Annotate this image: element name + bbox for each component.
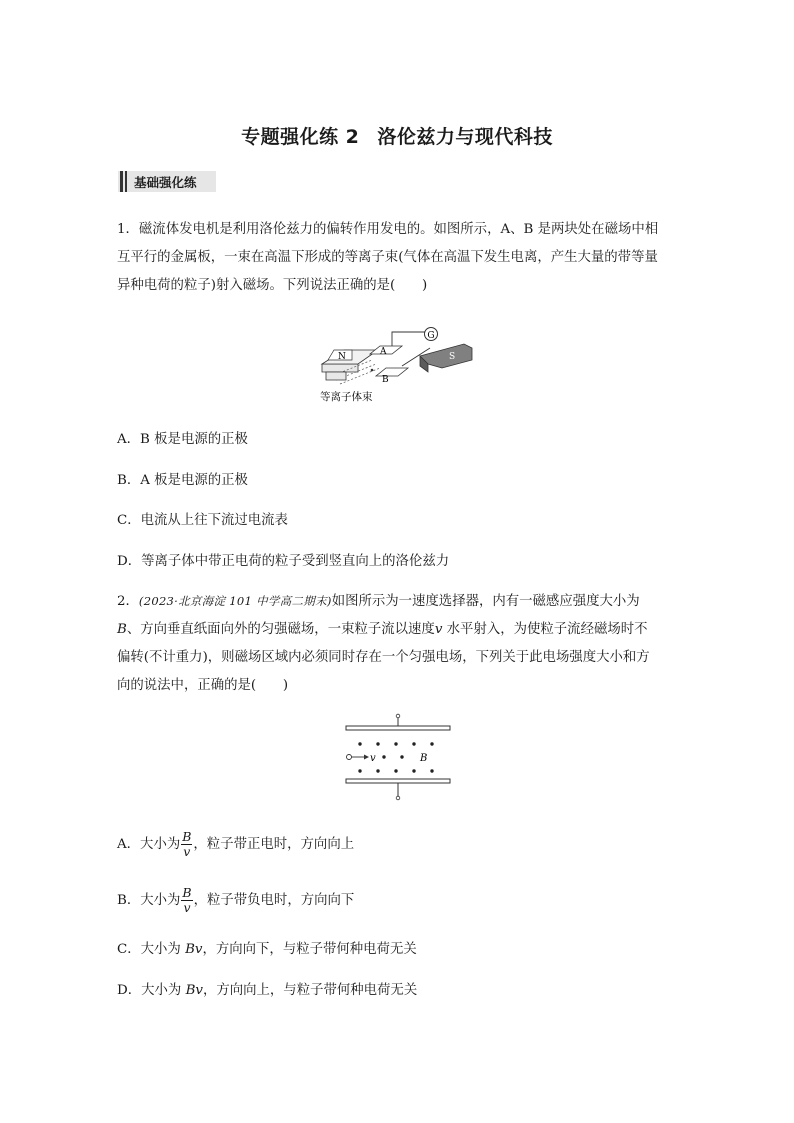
- question-source: (2023·北京海淀 101 中学高二期末): [138, 594, 332, 608]
- mhd-generator-figure: [318, 320, 478, 405]
- q1-line-2: 互平行的金属板，一束在高温下形成的等离子束(气体在高温下发生电离，产生大量的带等量: [117, 250, 658, 265]
- q2-line-1: 2．(2023·北京海淀 101 中学高二期末)如图所示为一速度选择器，内有一磁感应强度大小为: [117, 594, 640, 609]
- svg-text:B: B: [420, 753, 428, 764]
- svg-text:G: G: [427, 331, 435, 341]
- q1-option-b[interactable]: B．A 板是电源的正极: [117, 473, 248, 488]
- velocity-selector-figure: [340, 712, 456, 802]
- q1-option-d[interactable]: D．等离子体中带正电荷的粒子受到竖直向上的洛伦兹力: [117, 554, 450, 569]
- svg-text:v: v: [370, 753, 376, 764]
- q2-option-c[interactable]: C．大小为 Bv，方向向下，与粒子带何种电荷无关: [117, 942, 417, 957]
- fraction-b-over-v: $\frac{B}{v}$: [182, 885, 192, 915]
- q1-line-3: 异种电荷的粒子)射入磁场。下列说法正确的是( ): [117, 278, 428, 293]
- title-part2: 洛伦兹力与现代科技: [377, 126, 553, 148]
- fraction-b-over-v: $\frac{B}{v}$: [182, 829, 192, 859]
- question-1-stem: [117, 216, 687, 300]
- section-label: 基础强化练: [134, 174, 197, 190]
- page-title: [0, 122, 794, 149]
- q2-option-b[interactable]: B．大小为 $\frac{B}{v}$ ，粒子带负电时，方向向下: [117, 885, 355, 915]
- svg-text:S: S: [449, 352, 456, 362]
- q2-line-2: B、方向垂直纸面向外的匀强磁场，一束粒子流以速度v 水平射入，为使粒子流经磁场时不: [117, 622, 648, 637]
- q1-line-1: 1．磁流体发电机是利用洛伦兹力的偏转作用发电的。如图所示，A、B 是两块处在磁场中相: [117, 222, 659, 237]
- title-part1: 专题强化练 2: [241, 126, 360, 148]
- svg-text:A: A: [380, 347, 387, 357]
- question-2-stem: [117, 587, 687, 700]
- section-tag: [118, 171, 216, 192]
- q2-line-4: 向的说法中，正确的是( ): [117, 678, 289, 693]
- q1-option-c[interactable]: C．电流从上往下流过电流表: [117, 513, 288, 528]
- figure-caption: 等离子体束: [320, 391, 373, 403]
- q2-line-3: 偏转(不计重力)，则磁场区域内必须同时存在一个匀强电场，下列关于此电场强度大小和方: [117, 650, 650, 665]
- svg-text:N: N: [338, 352, 346, 362]
- q2-option-d[interactable]: D．大小为 Bv，方向向上，与粒子带何种电荷无关: [117, 983, 418, 998]
- q1-option-a[interactable]: A．B 板是电源的正极: [117, 432, 248, 447]
- svg-text:B: B: [382, 375, 389, 385]
- q2-option-a[interactable]: A．大小为 $\frac{B}{v}$ ，粒子带正电时，方向向上: [117, 829, 355, 859]
